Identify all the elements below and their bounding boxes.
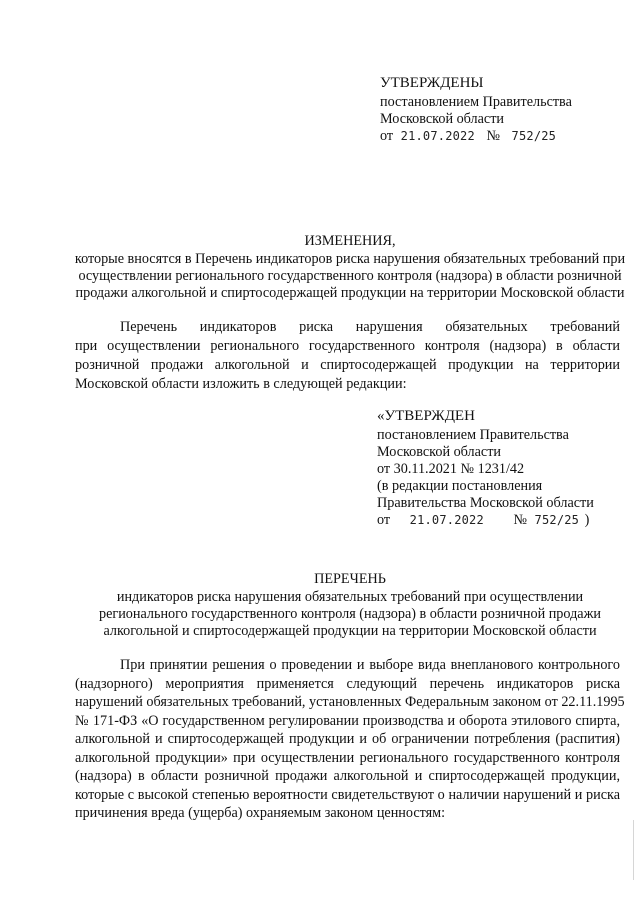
block-line-3: от 30.11.2021 № 1231/42: [377, 461, 525, 477]
approval-line-2: Московской области: [380, 111, 505, 127]
body-line: Перечень индикаторов риска нарушения обязательных требований: [120, 319, 620, 335]
changes-title: ИЗМЕНЕНИЯ,: [304, 233, 396, 249]
approval-date-line: [380, 128, 620, 145]
date-prefix: от: [380, 128, 394, 144]
perechen-section: [70, 571, 630, 640]
perechen-subtitle-line: индикаторов риска нарушения обязательных требований при осуществлении: [116, 589, 584, 605]
number-sign: №: [513, 512, 527, 528]
block-line-4: (в редакции постановления: [377, 478, 543, 494]
number-sign: №: [486, 128, 500, 144]
body-line: (надзорного) мероприятия применяется следующий перечень индикаторов риска: [75, 675, 620, 692]
approval-line-1: постановлением Правительства: [380, 94, 572, 110]
body-line: при осуществлении регионального государственного контроля (надзора) в области: [75, 338, 620, 354]
changes-subtitle-line: осуществлении регионального государственного контроля (надзора) в области розничной: [78, 268, 622, 284]
date-prefix: от: [377, 512, 391, 528]
block-line-2: Московской области: [377, 444, 502, 460]
approval-block: [377, 408, 627, 529]
body-line: Московской области изложить в следующей редакции:: [75, 376, 407, 392]
block-line-5: Правительства Московской области: [377, 495, 594, 511]
changes-subtitle-line: продажи алкогольной и спиртосодержащей продукции на территории Московской области: [75, 285, 625, 301]
perechen-title: ПЕРЕЧЕНЬ: [314, 571, 386, 587]
scan-mark: [633, 820, 634, 880]
changes-subtitle-line: которые вносятся в Перечень индикаторов риска нарушения обязательных требований при: [74, 251, 626, 267]
block-title: «УТВЕРЖДЕН: [377, 408, 475, 424]
approval-date: 21.07.2022: [400, 129, 475, 143]
body-line: (надзора) в области розничной продажи алкогольной и спиртосодержащей продукции,: [75, 768, 620, 784]
changes-section: [70, 233, 630, 302]
perechen-subtitle-line: алкогольной и спиртосодержащей продукции на территории Московской области: [103, 623, 597, 639]
body-line: розничной продажи алкогольной и спиртосодержащей продукции на территории: [75, 357, 620, 373]
approval-title: УТВЕРЖДЕНЫ: [380, 75, 484, 91]
perechen-subtitle-line: регионального государственного контроля (надзора) в области розничной продажи: [99, 606, 601, 622]
block-line-1: постановлением Правительства: [377, 427, 569, 443]
body-line: № 171-ФЗ «О государственном регулировании производства и оборота этилового спирта,: [75, 712, 620, 729]
block-date: 21.07.2022: [409, 513, 484, 527]
body-line: которые с высокой степенью вероятности свидетельствуют о наличии нарушений и риска: [75, 786, 620, 803]
body-line: причинения вреда (ущерба) охраняемым законом ценностям:: [75, 805, 446, 821]
body-line: алкогольной продукции» при осуществлении регионального государственного контроля: [75, 749, 620, 766]
perechen-body: [75, 656, 625, 823]
closing-paren: ): [584, 512, 590, 528]
body-line: При принятии решения о проведении и выборе вида внепланового контрольного: [120, 657, 620, 673]
block-date-line: [377, 512, 627, 529]
approval-number: 752/25: [511, 129, 557, 143]
body-line: алкогольной и спиртосодержащей продукции и об ограничении потребления (распития): [75, 731, 620, 747]
body-line: нарушений обязательных требований, установленных Федеральным законом от 22.11.1995: [75, 694, 625, 710]
approval-header: [380, 75, 620, 145]
block-number: 752/25: [534, 513, 580, 527]
changes-body: [75, 318, 620, 394]
